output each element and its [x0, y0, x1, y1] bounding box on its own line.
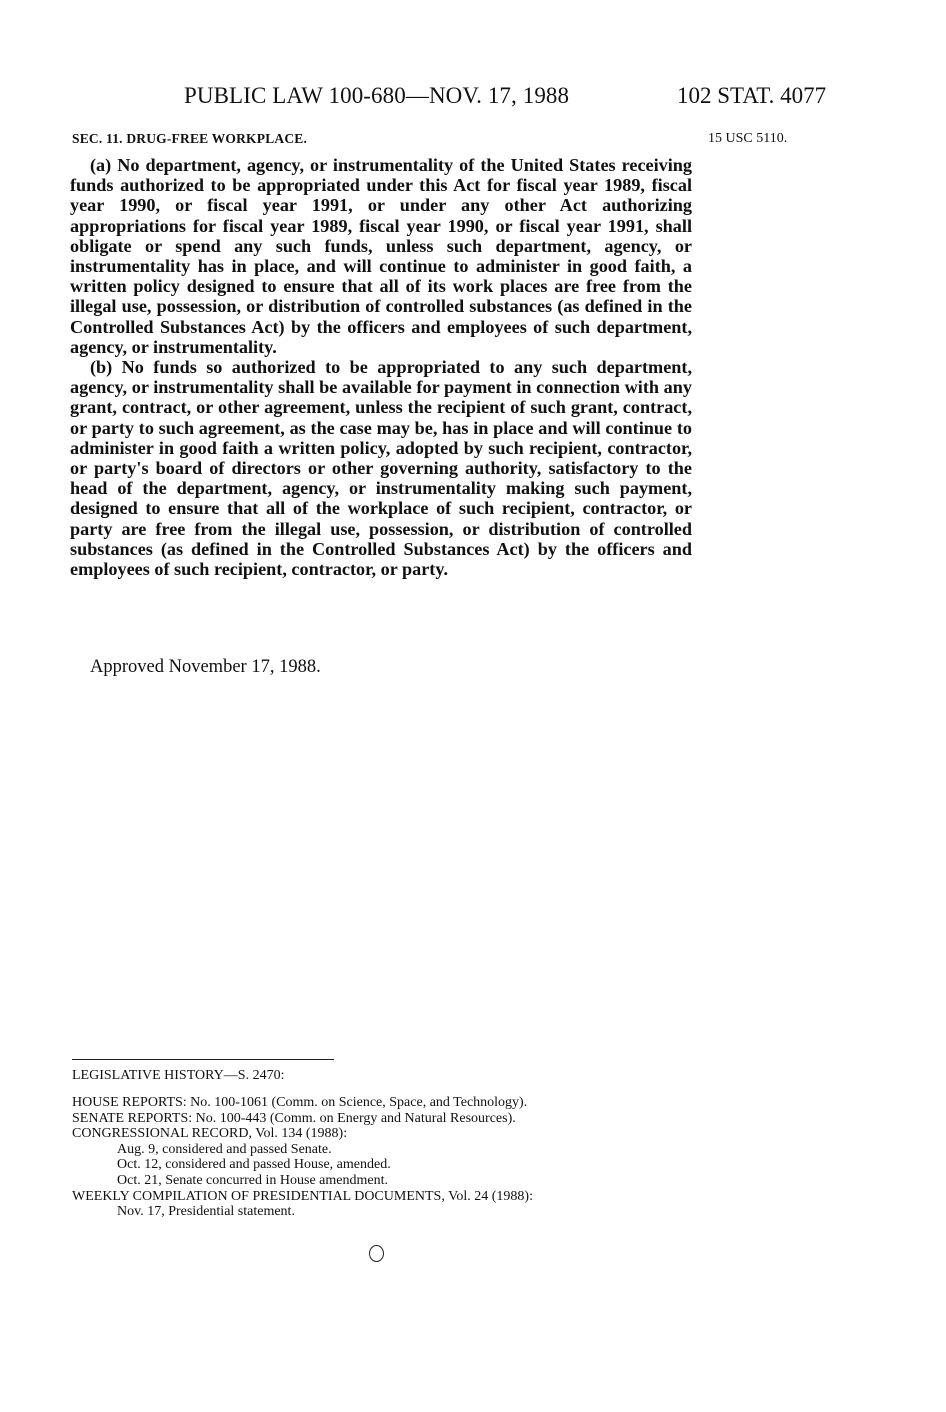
leg-line-house-reports: HOUSE REPORTS: No. 100-1061 (Comm. on Science, Space, and Technology). [72, 1095, 528, 1110]
section-body [70, 155, 692, 579]
leg-line-oct-12: Oct. 12, considered and passed House, amended. [117, 1157, 391, 1173]
paragraph-a: (a) No department, agency, or instrumentality of the United States receiving funds authorized to be appropriated under this Act for fiscal year 1989, fiscal year 1990, or fiscal year 1991, or under any other Act authorizing appropriations for fiscal year 1989, fiscal year 1990, or fiscal year 1991, shall obligate or spend any such funds, unless such department, agency, or instrumentality has in place, and will continue to administer in good faith, a written policy designed to ensure that all of its work places are free from the illegal use, possession, or distribution of controlled substances (as defined in the Controlled Substances Act) by the officers and employees of such department, agency, or instrumentality. [70, 155, 692, 357]
running-header-title: PUBLIC LAW 100-680—NOV. 17, 1988 [184, 83, 570, 108]
paragraph-b: (b) No funds so authorized to be appropriated to any such department, agency, or instrumentality shall be available for payment in connection with any grant, contract, or other agreement, unless the recipient of such grant, contract, or party to such agreement, as the case may be, has in place and will continue to administer in good faith a written policy, adopted by such recipient, contractor, or party's board of directors or other governing authority, satisfactory to the head of the department, agency, or instrumentality making such payment, designed to ensure that all of the workplace of such recipient, contractor, or party are free from the illegal use, possession, or distribution of controlled substances (as defined in the Controlled Substances Act) by the officers and employees of such recipient, contractor, or party. [70, 357, 692, 580]
margin-citation: 15 USC 5110. [708, 131, 788, 146]
leg-line-congressional-record: CONGRESSIONAL RECORD, Vol. 134 (1988): [72, 1126, 348, 1142]
running-header-stat: 102 STAT. 4077 [677, 83, 827, 108]
approval-date: Approved November 17, 1988. [90, 657, 321, 677]
footnote-rule [72, 1059, 334, 1060]
end-of-law-circle-icon [369, 1245, 384, 1262]
leg-line-nov-17: Nov. 17, Presidential statement. [117, 1204, 295, 1220]
leg-line-aug-9: Aug. 9, considered and passed Senate. [117, 1141, 332, 1157]
legislative-history-title: LEGISLATIVE HISTORY—S. 2470: [72, 1068, 285, 1083]
legislative-history-list [72, 1095, 772, 1220]
leg-line-senate-reports: SENATE REPORTS: No. 100-443 (Comm. on Energy and Natural Resources). [72, 1110, 516, 1126]
leg-line-oct-21: Oct. 21, Senate concurred in House amendment. [117, 1172, 388, 1188]
leg-line-weekly-compilation: WEEKLY COMPILATION OF PRESIDENTIAL DOCUMENTS, Vol. 24 (1988): [72, 1188, 533, 1204]
section-heading: SEC. 11. DRUG-FREE WORKPLACE. [72, 131, 308, 146]
